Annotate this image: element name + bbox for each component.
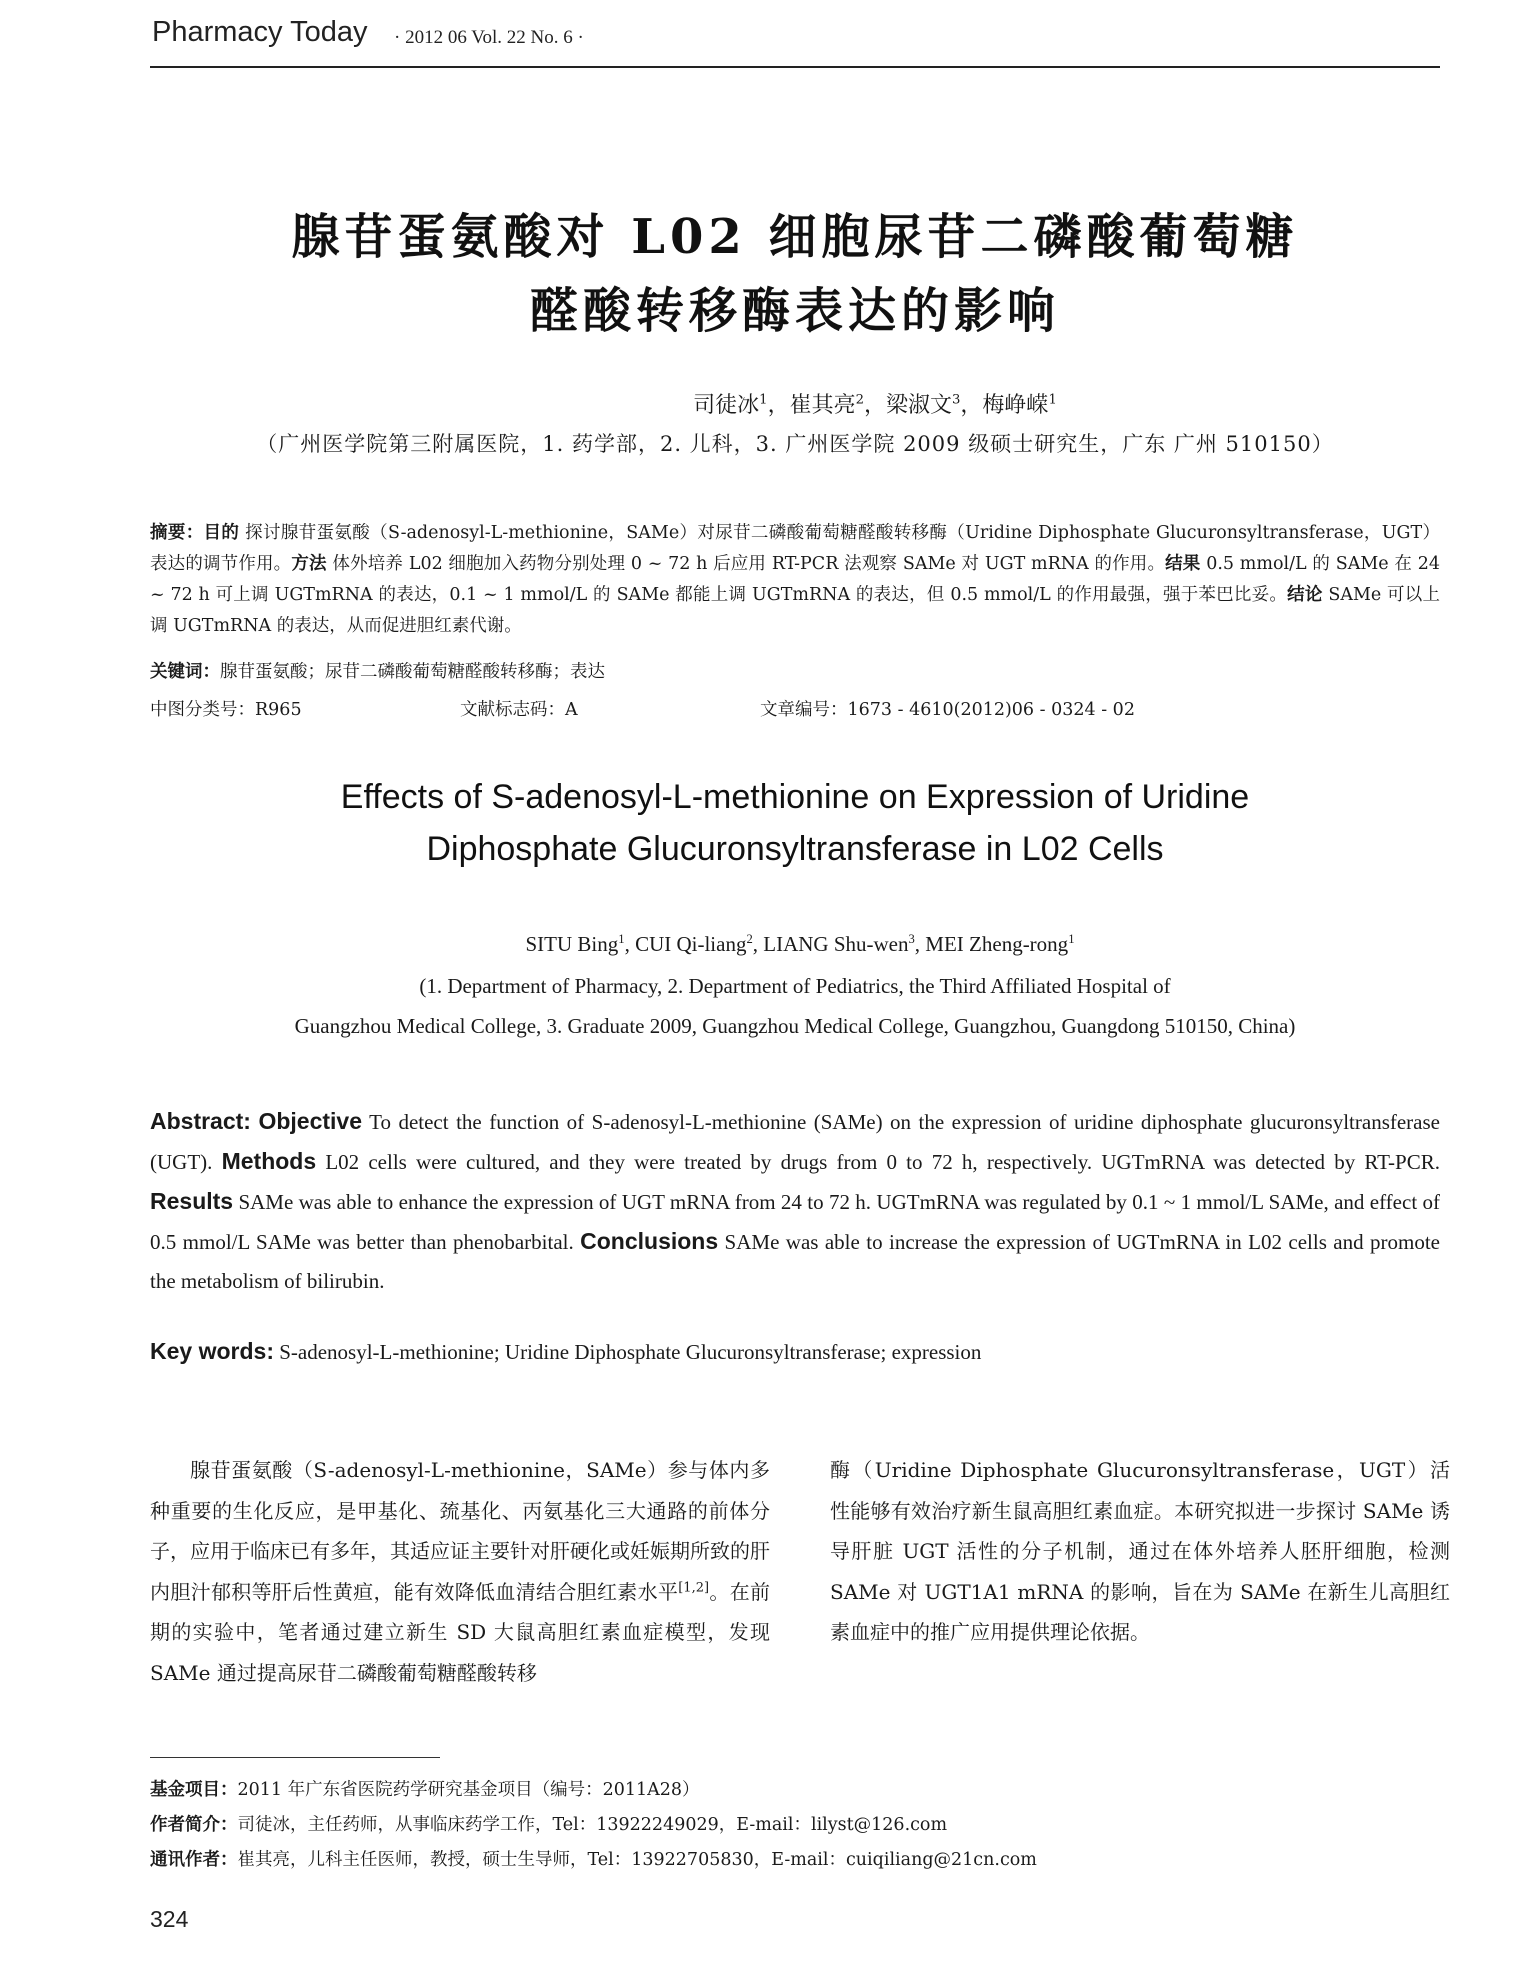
author-sup: 3 [952, 392, 961, 408]
en-author: SITU Bing [525, 932, 619, 956]
document-code: 文献标志码：A [460, 700, 578, 720]
en-author: MEI Zheng-rong [925, 932, 1069, 956]
footnotes [150, 1773, 1440, 1878]
cn-objective-text: 探讨腺苷蛋氨酸（S-adenosyl-L-methionine，SAMe）对尿苷二磷酸葡萄糖醛酸转移酶（Uridine Diphosphate Glucuronsyltransferase，UGT）表达的调节作用。 [150, 523, 1441, 574]
cn-abstract-label: 摘要： [150, 523, 204, 543]
cn-objective-label: 目的 [203, 523, 240, 543]
en-abstract [150, 1102, 1440, 1301]
cn-author: 梅峥嵘 [982, 393, 1049, 418]
cn-author: 崔其亮 [789, 393, 856, 418]
body-column-right [830, 1450, 1450, 1653]
author-sup: 1 [759, 392, 768, 408]
footnote-text: 司徒冰，主任药师，从事临床药学工作，Tel：13922249029，E-mail：lilyst@126.com [237, 1815, 948, 1835]
en-affiliation-line-1: (1. Department of Pharmacy, 2. Department of Pediatrics, the Third Affiliated Hospital of [419, 974, 1171, 998]
cn-keywords [150, 658, 1440, 683]
en-methods-text: L02 cells were cultured, and they were treated by drugs from 0 to 72 h, respectively. UGTmRNA was detected by RT-PCR. [316, 1150, 1440, 1174]
en-author: CUI Qi-liang [635, 932, 747, 956]
footnote-funding [150, 1773, 1440, 1808]
clc-number: 中图分类号：R965 [150, 700, 302, 720]
footnote-divider [150, 1757, 440, 1758]
en-title-line-1: Effects of S-adenosyl-L-methionine on Expression of Uridine [340, 778, 1250, 816]
cn-affiliation: （广州医学院第三附属医院，1. 药学部，2. 儿科，3. 广州医学院 2009 级硕士研究生，广东 广州 510150） [256, 432, 1334, 456]
journal-name: Pharmacy Today [152, 16, 368, 48]
body-text: 腺苷蛋氨酸（S-adenosyl-L-methionine，SAMe）参与体内多种重要的生化反应，是甲基化、巯基化、丙氨基化三大通路的前体分子，应用于临床已有多年，其适应证主要针对肝硬化或妊娠期所致的肝内胆汁郁积等肝后性黄疸，能有效降低血清结合胆红素水平 [150, 1458, 770, 1604]
footnote-text: 崔其亮，儿科主任医师，教授，硕士生导师，Tel：13922705830，E-mail：cuiqiliang@21cn.com [237, 1850, 1037, 1870]
author-sup: 2 [746, 932, 753, 946]
author-sup: 1 [618, 932, 625, 946]
en-authors: SITU Bing$^1$, CUI Qi-liang$^2$, LIANG Shu-wen$^3$, MEI Zheng-rong$^1$ [525, 932, 1075, 956]
cn-results-text: 0.5 mmol/L 的 SAMe 在 24 ~ 72 h 可上调 UGTmRNA 的表达，0.1 ~ 1 mmol/L 的 SAMe 都能上调 UGTmRNA 的表达，但 0.5 mmol/L 的作用最强，强于苯巴比妥。 [150, 554, 1441, 605]
cn-author: 梁淑文 [886, 393, 953, 418]
cn-methods-label: 方法 [291, 554, 327, 574]
citation-marker[interactable]: [1,2] [678, 1579, 710, 1595]
en-conclusions-text: SAMe was able to increase the expression of UGTmRNA in L02 cells and promote the metabolism of bilirubin. [150, 1230, 1440, 1293]
cn-methods-text: 体外培养 L02 细胞加入药物分别处理 0 ~ 72 h 后应用 RT-PCR 法观察 SAMe 对 UGT mRNA 的作用。 [326, 554, 1166, 574]
body-paragraph [150, 1450, 770, 1693]
body-text: 。在前期的实验中，笔者通过建立新生 SD 大鼠高胆红素血症模型，发现 SAMe 通过提高尿苷二磷酸葡萄糖醛酸转移 [150, 1579, 771, 1685]
cn-conclusion-label: 结论 [1287, 585, 1323, 605]
en-keywords-text: S-adenosyl-L-methionine; Uridine Diphosphate Glucuronsyltransferase; expression [273, 1340, 982, 1364]
cn-author: 司徒冰 [693, 393, 760, 418]
article-number: 文章编号：1673 - 4610(2012)06 - 0324 - 02 [760, 700, 1135, 720]
cn-title-line-1: 腺苷蛋氨酸对 L02 细胞尿苷二磷酸葡萄糖 [291, 209, 1299, 265]
body-paragraph: 酶（Uridine Diphosphate Glucuronsyltransferase，UGT）活性能够有效治疗新生鼠高胆红素血症。本研究拟进一步探讨 SAMe 诱导肝脏 UGT 活性的分子机制，通过在体外培养人胚肝细胞，检测 SAMe 对 UGT1A1 mRNA 的影响，旨在为 SAMe 在新生儿高胆红素血症中的推广应用提供理论依据。 [830, 1458, 1450, 1644]
cn-title-line-2: 醛酸转移酶表达的影响 [529, 283, 1060, 339]
footnote-author-bio [150, 1808, 1440, 1843]
author-sup: 3 [908, 932, 915, 946]
cn-abstract [150, 518, 1440, 642]
en-keywords-label: Key words: [150, 1338, 274, 1364]
footnote-label: 基金项目： [150, 1780, 238, 1800]
cn-keywords-text: 腺苷蛋氨酸；尿苷二磷酸葡萄糖醛酸转移酶；表达 [220, 662, 605, 682]
en-results-label: Results [150, 1188, 234, 1214]
page-number: 324 [150, 1906, 189, 1932]
en-objective-label: Objective [258, 1108, 362, 1134]
footnote-corresponding [150, 1843, 1440, 1878]
author-sup: 1 [1068, 932, 1075, 946]
cn-keywords-label: 关键词： [150, 662, 220, 682]
running-header [150, 16, 1440, 68]
cn-conclusion-text: SAMe 可以上调 UGTmRNA 的表达，从而促进胆红素代谢。 [150, 585, 1441, 636]
en-methods-label: Methods [221, 1148, 317, 1174]
en-keywords [150, 1338, 1440, 1365]
en-conclusions-label: Conclusions [580, 1228, 719, 1254]
cn-authors: 司徒冰$^1$，崔其亮$^2$，梁淑文$^3$，梅峥嵘$^1$ [693, 392, 1057, 418]
en-affiliation-line-2: Guangzhou Medical College, 3. Graduate 2009, Guangzhou Medical College, Guangzhou, Guangdong 510150, China) [294, 1014, 1296, 1038]
footnote-text: 2011 年广东省医院药学研究基金项目（编号：2011A28） [237, 1780, 700, 1800]
en-title-line-2: Diphosphate Glucuronsyltransferase in L02 Cells [426, 830, 1164, 868]
cn-results-label: 结果 [1165, 554, 1201, 574]
en-results-text: SAMe was able to enhance the expression of UGT mRNA from 24 to 72 h. UGTmRNA was regulated by 0.1 ~ 1 mmol/L SAMe, and effect of 0.5 mmol/L SAMe was better than phenobarbital. [150, 1190, 1440, 1254]
footnote-label: 作者简介： [150, 1815, 238, 1835]
footnote-label: 通讯作者： [150, 1850, 238, 1870]
author-sup: 2 [855, 392, 864, 408]
body-column-left [150, 1450, 770, 1693]
en-objective-text: To detect the function of S-adenosyl-L-methionine (SAMe) on the expression of uridine diphosphate glucuronsyltransferase (UGT). [150, 1110, 1440, 1174]
issue-info: · 2012 06 Vol. 22 No. 6 · [394, 27, 584, 48]
author-sup: 1 [1048, 392, 1057, 408]
en-author: LIANG Shu-wen [763, 932, 909, 956]
en-abstract-label: Abstract: [150, 1108, 251, 1134]
